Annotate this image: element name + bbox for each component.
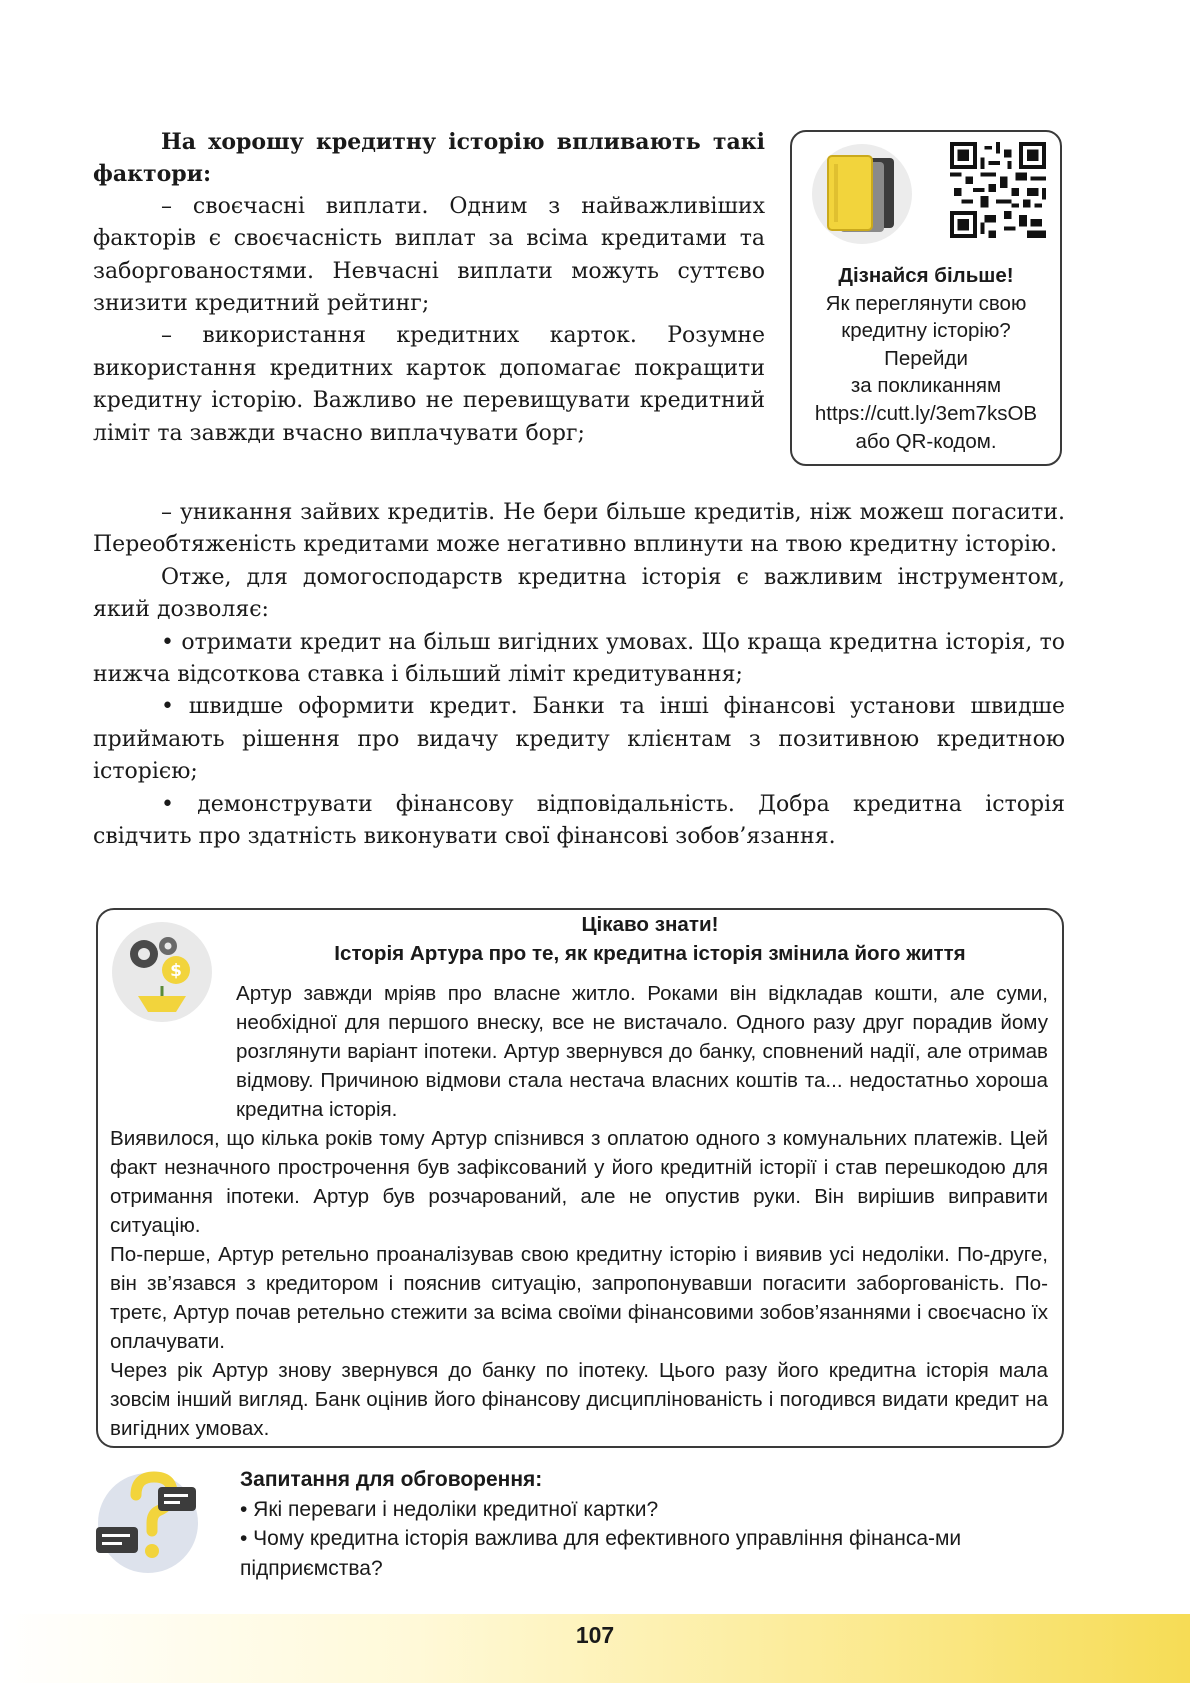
story-paragraph: Через рік Артур знову звернувся до банку по іпотеку. Цього разу його кредитна історія мала зовсім інший вигляд. Банк оцінив його фінансову дисциплінованість і погодився видати кредит на вигідних умовах. — [110, 1359, 1048, 1440]
fact-header — [248, 910, 1052, 968]
fact-story — [110, 979, 1048, 1443]
learn-more-line: Як переглянути свою — [825, 291, 1027, 315]
learn-more-title: Дізнайся більше! — [838, 264, 1014, 287]
summary-paragraph: Отже, для домогосподарств кредитна історія є важливим інструментом, який дозволяє: — [93, 564, 1065, 623]
learn-more-text — [792, 262, 1060, 455]
learn-more-line: за покликанням — [850, 374, 1002, 398]
factor-credit-cards: – використання кредитних карток. Розумне використання кредитних карток допомагає покращити кредитну історію. Важливо не перевищувати кредитний ліміт та завжди вчасно виплачувати борг; — [93, 323, 765, 446]
learn-more-line: або QR-кодом. — [855, 429, 997, 453]
main-text — [93, 497, 1065, 853]
interesting-fact-box — [96, 908, 1064, 1448]
discussion-questions — [240, 1465, 1070, 1583]
discussion-question: • Які переваги і недоліки кредитної картки? — [240, 1497, 659, 1521]
discussion-title: Запитання для обговорення: — [240, 1468, 543, 1491]
benefit-bullet: • швидше оформити кредит. Банки та інші фінансові установи швидше приймають рішення про видачу кредиту клієнтам з позитивною кредитною історією; — [93, 694, 1065, 785]
book-icon — [806, 142, 916, 246]
intro-lead: На хорошу кредитну історію впливають такі фактори: — [93, 129, 765, 188]
factor-timely-payments: – своєчасні виплати. Одним з найважливіших факторів є своєчасність виплат за всіма кредитами та заборгованостями. Невчасні виплати можуть суттєво знизити кредитний рейтинг; — [93, 193, 765, 317]
story-paragraph: Артур завжди мріяв про власне житло. Роками він відкладав кошти, але суми, необхідної для першого внеску, все не вистачало. Одного разу друг порадив йому розглянути варіант іпотеки. Артур звернувся до банку, сповнений надії, але отримав відмову. Причиною відмови стала нестача власних коштів та... недостатньо хороша кредитна історія. — [236, 982, 1048, 1121]
svg-text:$: $ — [170, 961, 182, 981]
learn-more-link[interactable]: https://cutt.ly/3em7ksOB — [814, 401, 1038, 425]
fact-title: Цікаво знати! — [581, 913, 719, 936]
story-paragraph: По-перше, Артур ретельно проаналізував свою кредитну історію і виявив усі недоліки. По-друге, він зв’язався з кредитором і пояснив ситуацію, запропонувавши погасити заборгованість. По-третє, Артур почав ретельно стежити за всіма своїми фінансовими зобов’язаннями і своєчасно їх оплачувати. — [110, 1243, 1048, 1353]
learn-more-box — [790, 130, 1062, 466]
fact-subtitle: Історія Артура про те, як кредитна історія змінила його життя — [334, 942, 966, 965]
intro-column — [93, 126, 765, 450]
qr-code-icon[interactable] — [950, 142, 1046, 238]
story-paragraph: Виявилося, що кілька років тому Артур спізнився з оплатою одного з комунальних платежів. Цей факт незначного прострочення був зафіксований у його кредитній історії і став перешкодою для отримання іпотеки. Артур був розчарований, але не опустив руки. Він вирішив виправити ситуацію. — [110, 1127, 1048, 1237]
learn-more-line: Перейди — [884, 346, 968, 370]
learn-more-line: кредитну історію? — [841, 319, 1011, 343]
discussion-question: • Чому кредитна історія важлива для ефективного управління фінанса-ми підприємства? — [240, 1527, 962, 1580]
factor-extra-credits: – уникання зайвих кредитів. Не бери більше кредитів, ніж можеш погасити. Переобтяженість кредитами може негативно вплинути на твою кредитну історію. — [93, 500, 1065, 558]
benefit-bullet: • демонструвати фінансову відповідальність. Добра кредитна історія свідчить про здатність виконувати свої фінансові зобов’язання. — [93, 791, 1065, 850]
page-number: 107 — [575, 1622, 615, 1648]
question-chat-icon — [92, 1467, 200, 1575]
benefit-bullet: • отримати кредит на більш вигідних умовах. Що краща кредитна історія, то нижча відсоткова ставка і більший ліміт кредитування; — [93, 629, 1065, 688]
